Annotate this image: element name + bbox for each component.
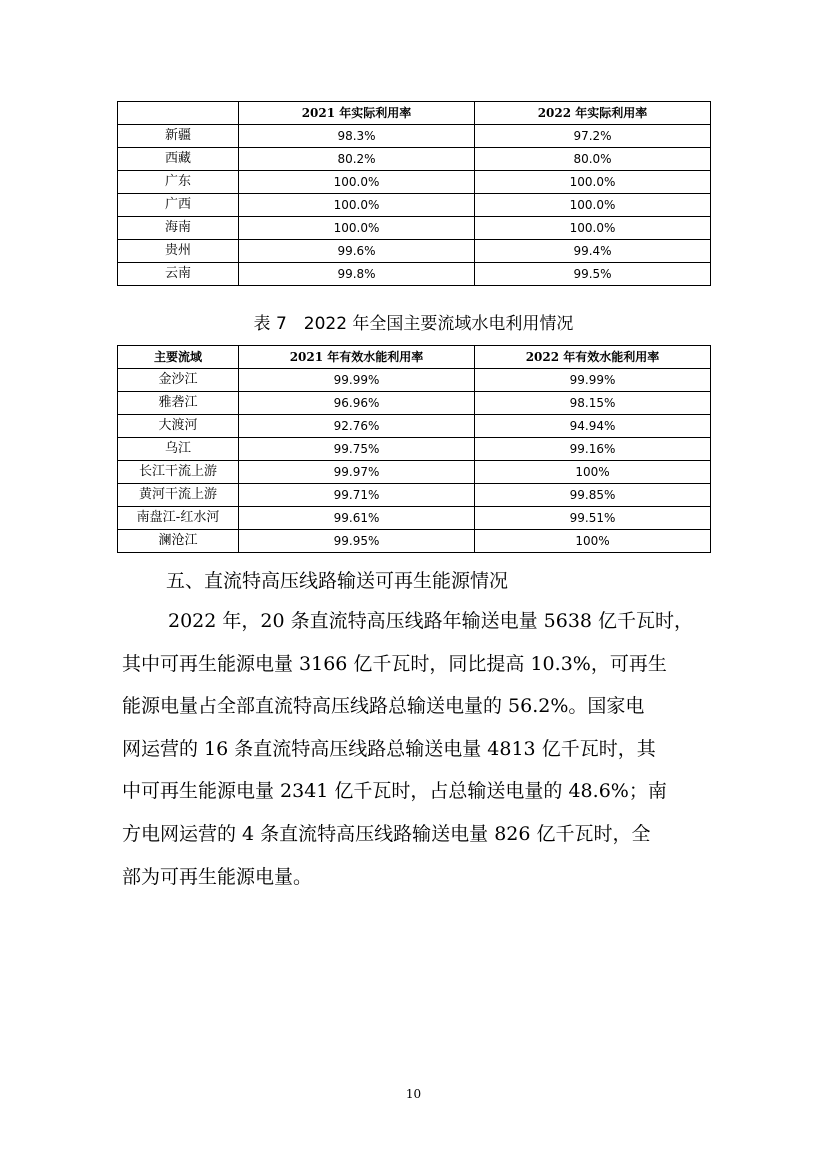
table-row [118, 415, 711, 438]
table-row [118, 461, 711, 484]
region-cell: 西藏 [118, 148, 239, 171]
table-row [118, 507, 711, 530]
header-cell: 2021 年实际利用率 [239, 102, 475, 125]
paragraph-line: 中可再生能源电量 2341 亿千瓦时，占总输送电量的 48.6%；南 [122, 780, 667, 803]
basin-cell: 大渡河 [118, 415, 239, 438]
table-basin-utilization [117, 345, 711, 553]
value-cell: 96.96% [239, 392, 475, 415]
paragraph-line: 方电网运营的 4 条直流特高压线路输送电量 826 亿千瓦时，全 [122, 822, 651, 845]
value-cell: 99.8% [239, 263, 475, 286]
value-cell: 99.71% [239, 484, 475, 507]
value-cell: 80.2% [239, 148, 475, 171]
page-number: 10 [405, 1087, 422, 1101]
paragraph-line: 部为可再生能源电量。 [122, 865, 313, 888]
basin-cell: 澜沧江 [118, 530, 239, 553]
section-heading: 五、直流特高压线路输送可再生能源情况 [166, 570, 509, 592]
paragraph-line: 能源电量占全部直流特高压线路总输送电量的 56.2%。国家电 [122, 695, 645, 718]
value-cell: 100.0% [475, 217, 711, 240]
paragraph-line: 网运营的 16 条直流特高压线路总输送电量 4813 亿千瓦时，其 [122, 737, 656, 760]
table-row [118, 171, 711, 194]
value-cell: 99.4% [475, 240, 711, 263]
value-cell: 100.0% [239, 194, 475, 217]
value-cell: 80.0% [475, 148, 711, 171]
region-cell: 云南 [118, 263, 239, 286]
value-cell: 99.75% [239, 438, 475, 461]
value-cell: 100.0% [239, 171, 475, 194]
value-cell: 99.16% [475, 438, 711, 461]
table-row [118, 484, 711, 507]
paragraph-line: 2022 年，20 条直流特高压线路年输送电量 5638 亿千瓦时， [168, 610, 694, 632]
header-cell: 主要流域 [118, 346, 239, 369]
basin-cell: 长江干流上游 [118, 461, 239, 484]
value-cell: 99.6% [239, 240, 475, 263]
basin-cell: 南盘江-红水河 [118, 507, 239, 530]
value-cell: 99.5% [475, 263, 711, 286]
paragraph-line: 其中可再生能源电量 3166 亿千瓦时，同比提高 10.3%，可再生 [122, 652, 667, 675]
value-cell: 92.76% [239, 415, 475, 438]
table-row [118, 240, 711, 263]
value-cell: 99.99% [475, 369, 711, 392]
value-cell: 100% [475, 530, 711, 553]
value-cell: 94.94% [475, 415, 711, 438]
value-cell: 100.0% [475, 171, 711, 194]
region-cell: 广西 [118, 194, 239, 217]
table-row [118, 217, 711, 240]
value-cell: 99.97% [239, 461, 475, 484]
table-row [118, 194, 711, 217]
value-cell: 100.0% [475, 194, 711, 217]
value-cell: 99.95% [239, 530, 475, 553]
value-cell: 100.0% [239, 217, 475, 240]
value-cell: 97.2% [475, 125, 711, 148]
value-cell: 99.51% [475, 507, 711, 530]
region-cell: 新疆 [118, 125, 239, 148]
header-cell: 2021 年有效水能利用率 [239, 346, 475, 369]
value-cell: 98.3% [239, 125, 475, 148]
basin-cell: 黄河干流上游 [118, 484, 239, 507]
table-row [118, 148, 711, 171]
table-row [118, 369, 711, 392]
basin-cell: 雅砻江 [118, 392, 239, 415]
basin-cell: 乌江 [118, 438, 239, 461]
body-paragraph [122, 600, 710, 898]
table-row [118, 392, 711, 415]
table-region-utilization [117, 101, 711, 286]
header-cell: 2022 年有效水能利用率 [475, 346, 711, 369]
header-cell [118, 102, 239, 125]
table-header-row [118, 102, 711, 125]
header-cell: 2022 年实际利用率 [475, 102, 711, 125]
table-caption: 表 7 2022 年全国主要流域水电利用情况 [253, 314, 574, 334]
table-row [118, 438, 711, 461]
table-row [118, 530, 711, 553]
value-cell: 100% [475, 461, 711, 484]
value-cell: 99.61% [239, 507, 475, 530]
table-row [118, 125, 711, 148]
value-cell: 98.15% [475, 392, 711, 415]
value-cell: 99.85% [475, 484, 711, 507]
region-cell: 贵州 [118, 240, 239, 263]
region-cell: 广东 [118, 171, 239, 194]
basin-cell: 金沙江 [118, 369, 239, 392]
table-row [118, 263, 711, 286]
region-cell: 海南 [118, 217, 239, 240]
table-header-row [118, 346, 711, 369]
value-cell: 99.99% [239, 369, 475, 392]
